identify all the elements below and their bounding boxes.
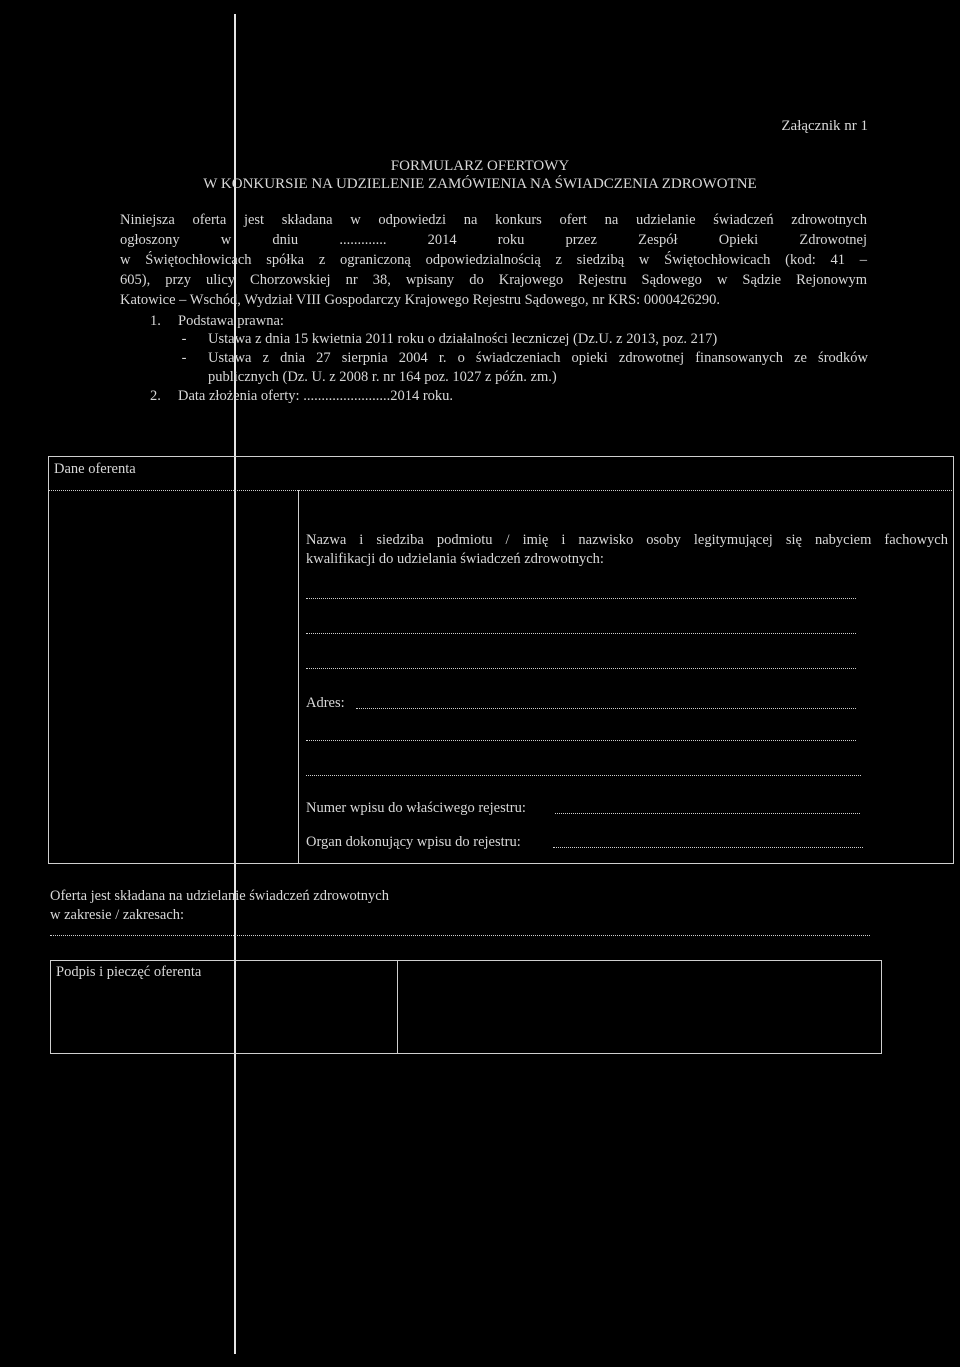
name-field-line[interactable] [306,668,856,669]
offeror-table-header: Dane oferenta [54,461,136,477]
address-field-line[interactable] [356,708,856,709]
form-subtitle: W KONKURSIE NA UDZIELENIE ZAMÓWIENIA NA ŚWIADCZENIA ZDROWOTNE [203,176,757,192]
address-label: Adres: [306,695,345,711]
form-title: FORMULARZ OFERTOWY [390,158,570,174]
address-field-line[interactable] [306,775,861,776]
attachment-label: Załącznik nr 1 [781,118,868,134]
bullet-icon: - [181,350,187,366]
register-authority-label: Organ dokonujący wpisu do rejestru: [306,834,521,850]
register-number-field[interactable] [555,813,860,814]
signature-label: Podpis i pieczęć oferenta [56,964,202,980]
bullet-icon: - [181,331,187,347]
scope-field-line[interactable] [50,935,870,936]
register-authority-field[interactable] [553,847,863,848]
name-label: Nazwa i siedziba podmiotu / imię i nazwisko osoby legitymującej się nabyciem fachowych [306,532,948,548]
name-field-line[interactable] [306,633,856,634]
register-number-label: Numer wpisu do właściwego rejestru: [306,800,526,816]
stamp-field[interactable] [398,961,879,1051]
name-field-line[interactable] [306,598,856,599]
signature-field[interactable] [51,961,396,1051]
address-field-line[interactable] [306,740,856,741]
